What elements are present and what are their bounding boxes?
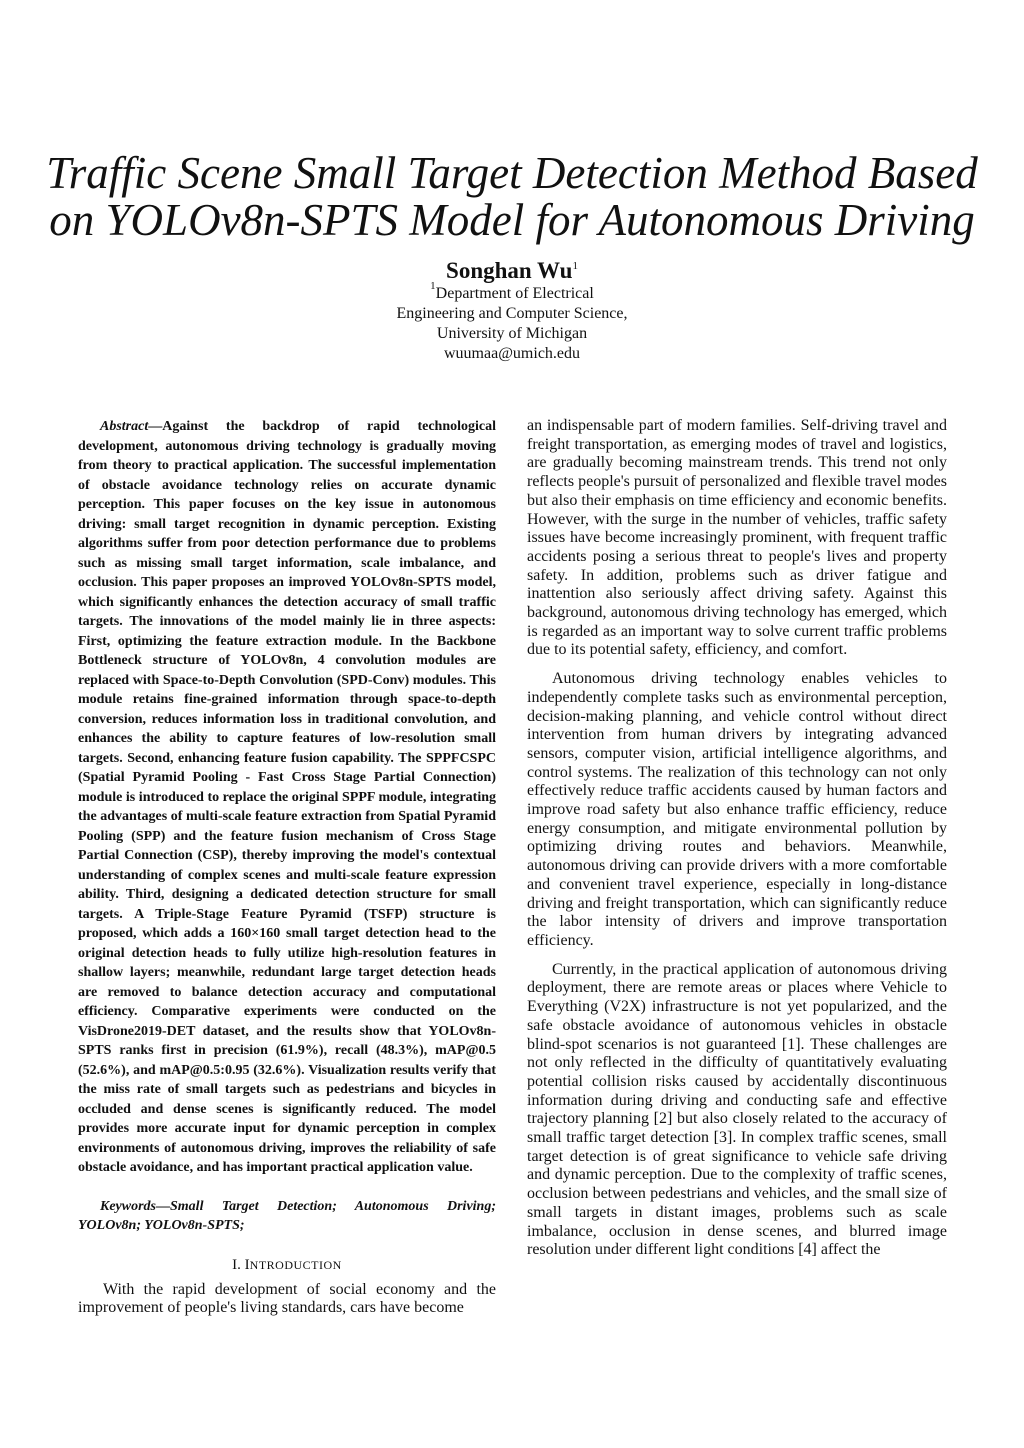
right-column bbox=[527, 417, 947, 1260]
author-name-line bbox=[262, 258, 762, 284]
section-heading-introduction bbox=[78, 1255, 496, 1275]
intro-paragraph-left: With the rapid development of social economy and the improvement of people's living standards, cars have become bbox=[78, 1280, 496, 1317]
affiliation-line-3: University of Michigan bbox=[436, 325, 588, 342]
intro-paragraph-continued: an indispensable part of modern families. Self-driving travel and freight transportation, as emerging modes of travel and logistics, are gradually becoming mainstream trends. This trend not only reflects people's pursuit of personalized and flexible travel modes but also their emphasis on time efficiency and economic benefits. However, with the surge in the number of vehicles, traffic safety issues have become increasingly prominent, with frequent traffic accidents posing a serious threat to people's lives and property safety. In addition, problems such as driver fatigue and inattention also seriously affect driving safety. Against this background, autonomous driving technology has emerged, which is regarded as an important way to solve current traffic problems due to its potential safety, efficiency, and comfort. bbox=[527, 417, 947, 659]
author-superscript: 1 bbox=[572, 260, 578, 272]
section-title-rest: NTRODUCTION bbox=[249, 1257, 342, 1272]
title-line-1: Traffic Scene Small Target Detection Method Based bbox=[46, 148, 978, 198]
author-name: Songhan Wu bbox=[446, 258, 573, 283]
keywords-label: Keywords bbox=[100, 1198, 156, 1214]
abstract bbox=[78, 417, 496, 1178]
affiliation-line-1 bbox=[262, 280, 762, 304]
section-first-letter: I bbox=[244, 1256, 250, 1273]
abstract-label: Abstract bbox=[100, 419, 149, 434]
affiliation-line-2: Engineering and Computer Science, bbox=[396, 305, 628, 322]
title-line-2: on YOLOv8n-SPTS Model for Autonomous Driving bbox=[49, 195, 975, 245]
keywords-text: Small Target Detection; Autonomous Driving; YOLOv8n; YOLOv8n-SPTS; bbox=[78, 1198, 496, 1233]
affiliation-text-1: Department of Electrical bbox=[435, 285, 594, 302]
abstract-dash: — bbox=[148, 419, 163, 434]
affiliation-superscript: 1 bbox=[430, 280, 436, 292]
intro-paragraph-3: Currently, in the practical application of autonomous driving deployment, there are remote areas or places where Vehicle to Everything (V2X) infrastructure is not yet popularized, and the safe obstacle avoidance of autonomous vehicles in obstacle blind-spot scenarios is not guaranteed [1]. These challenges are not only reflected in the difficulty of quantitatively evaluating potential collision risks caused by accidentally discontinuous information during driving and conducting safe and effective trajectory planning [2] but also closely related to the accuracy of small traffic target detection [3]. In complex traffic scenes, small target detection is of great significance to vehicle safe driving and dynamic perception. Due to the complexity of traffic scenes, occlusion between pedestrians and vehicles, and the small size of small targets in distant images, problems such as scale imbalance, occlusion in dense scenes, and blurred image resolution under different light conditions [4] affect the bbox=[527, 960, 947, 1259]
section-numeral: I. bbox=[232, 1256, 241, 1273]
author-block bbox=[262, 258, 762, 364]
keywords-dash: — bbox=[156, 1198, 170, 1214]
intro-paragraph-2: Autonomous driving technology enables vehicles to independently complete tasks such as environmental perception, decision-making planning, and vehicle control without direct intervention from human drivers by integrating advanced sensors, computer vision, artificial intelligence algorithms, and control systems. The realization of this technology can not only effectively reduce traffic accidents caused by human factors and improve road safety but also enhance traffic efficiency, reduce energy consumption, and mitigate environmental pollution by optimizing driving routes and behaviors. Meanwhile, autonomous driving can provide drivers with a more comfortable and convenient travel experience, especially in long-distance driving and freight transportation, which can significantly reduce the labor intensity of drivers and improve transportation efficiency. bbox=[527, 670, 947, 949]
paper-title bbox=[40, 150, 984, 244]
author-email: wuumaa@umich.edu bbox=[443, 345, 581, 362]
left-column bbox=[78, 417, 496, 1318]
keywords bbox=[78, 1197, 496, 1236]
abstract-text: Against the backdrop of rapid technological development, autonomous driving technology is gradually moving from theory to practical application. The successful implementation of obstacle avoidance technology relies on accurate dynamic perception. This paper focuses on the key issue in autonomous driving: small target recognition in dynamic perception. Existing algorithms suffer from poor detection performance due to problems such as missing small target information, scale imbalance, and occlusion. This paper proposes an improved YOLOv8n-SPTS model, which significantly enhances the detection accuracy of small traffic targets. The innovations of the model mainly lie in three aspects: First, optimizing the feature extraction module. In the Backbone Bottleneck structure of YOLOv8n, 4 convolution modules are replaced with Space-to-Depth Convolution (SPD-Conv) modules. This module retains fine-grained information through space-to-depth conversion, reduces information loss in traditional convolution, and enhances the ability to capture features of low-resolution small targets. Second, enhancing feature fusion capability. The SPPFCSPC (Spatial Pyramid Pooling - Fast Cross Stage Partial Connection) module is introduced to replace the original SPPF module, integrating the advantages of multi-scale feature extraction from Spatial Pyramid Pooling (SPP) and the feature fusion mechanism of Cross Stage Partial Connection (CSP), thereby improving the model's contextual understanding of complex scenes and multi-scale feature expression ability. Third, designing a dedicated detection structure for small targets. A Triple-Stage Feature Pyramid (TSFP) structure is proposed, which adds a 160×160 small target detection head to the original detection heads to fully utilize high-resolution features in shallow layers; meanwhile, redundant large target detection heads are removed to balance detection accuracy and computational efficiency. Comparative experiments were conducted on the VisDrone2019-DET dataset, and the results show that YOLOv8n-SPTS ranks first in precision (61.9%), recall (48.3%), mAP@0.5 (52.6%), and mAP@0.5:0.95 (32.6%). Visualization results verify that the miss rate of small targets such as pedestrians and bicycles in occluded and dense scenes is significantly reduced. The model provides more accurate input for dynamic perception in complex environments of autonomous driving, improves the reliability of safe obstacle avoidance, and has important practical application value. bbox=[78, 419, 496, 1175]
